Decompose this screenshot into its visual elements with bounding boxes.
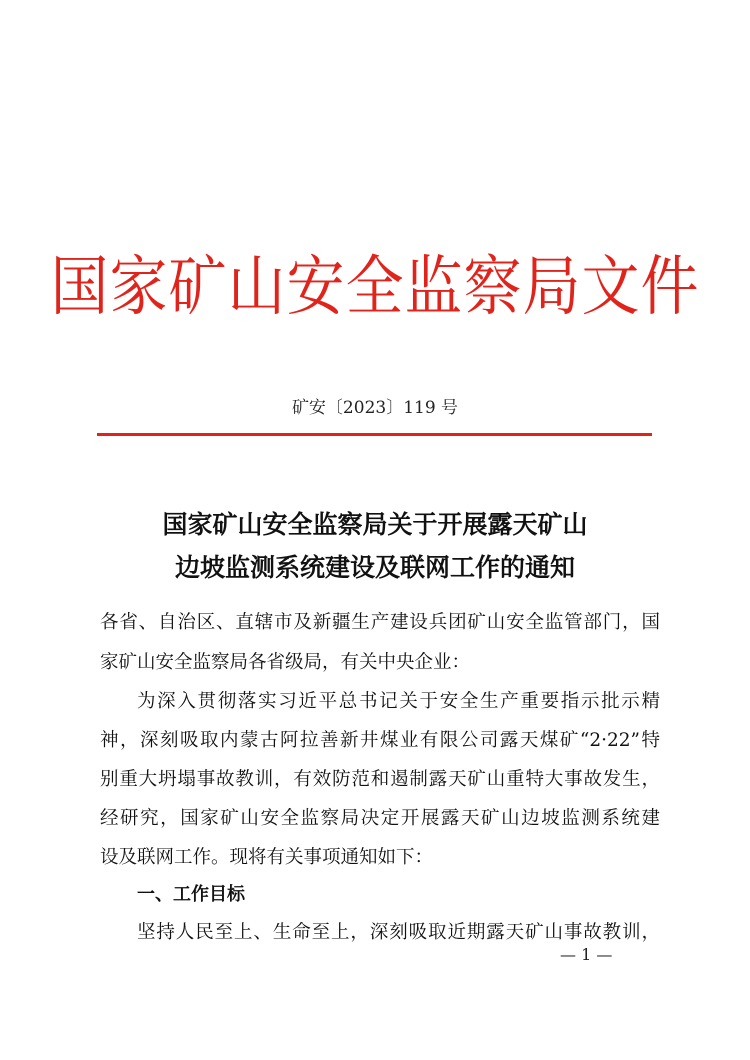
body-line-paragraph-4: 经研究，国家矿山安全监察局决定开展露天矿山边坡监测系统建 [100, 808, 660, 829]
body-line-paragraph-1: 为深入贯彻落实习近平总书记关于安全生产重要指示批示精 [137, 691, 660, 712]
notice-title-line-2: 边坡监测系统建设及联网工作的通知 [174, 553, 575, 582]
red-divider-rule [97, 433, 652, 436]
body-line-paragraph-2: 神，深刻吸取内蒙古阿拉善新井煤业有限公司露天煤矿“2·22”特 [100, 730, 660, 751]
body-line-addressee-1: 各省、自治区、直辖市及新疆生产建设兵团矿山安全监管部门，国 [100, 612, 660, 633]
body-line-paragraph-6: 坚持人民至上、生命至上，深刻吸取近期露天矿山事故教训， [137, 922, 660, 943]
page-number: — 1 — [560, 945, 613, 964]
body-line-paragraph-5: 设及联网工作。现将有关事项通知如下： [100, 847, 434, 868]
document-number: 矿安〔2023〕119 号 [291, 398, 459, 418]
body-line-paragraph-3: 别重大坍塌事故教训，有效防范和遏制露天矿山重特大事故发生， [100, 769, 660, 790]
document-header-title: 国家矿山安全监察局文件 [50, 247, 700, 325]
notice-title-line-1: 国家矿山安全监察局关于开展露天矿山 [162, 510, 588, 539]
section-heading-work-goal: 一、工作目标 [137, 884, 245, 905]
body-line-addressee-2: 家矿山安全监察局各省级局，有关中央企业： [100, 652, 471, 673]
